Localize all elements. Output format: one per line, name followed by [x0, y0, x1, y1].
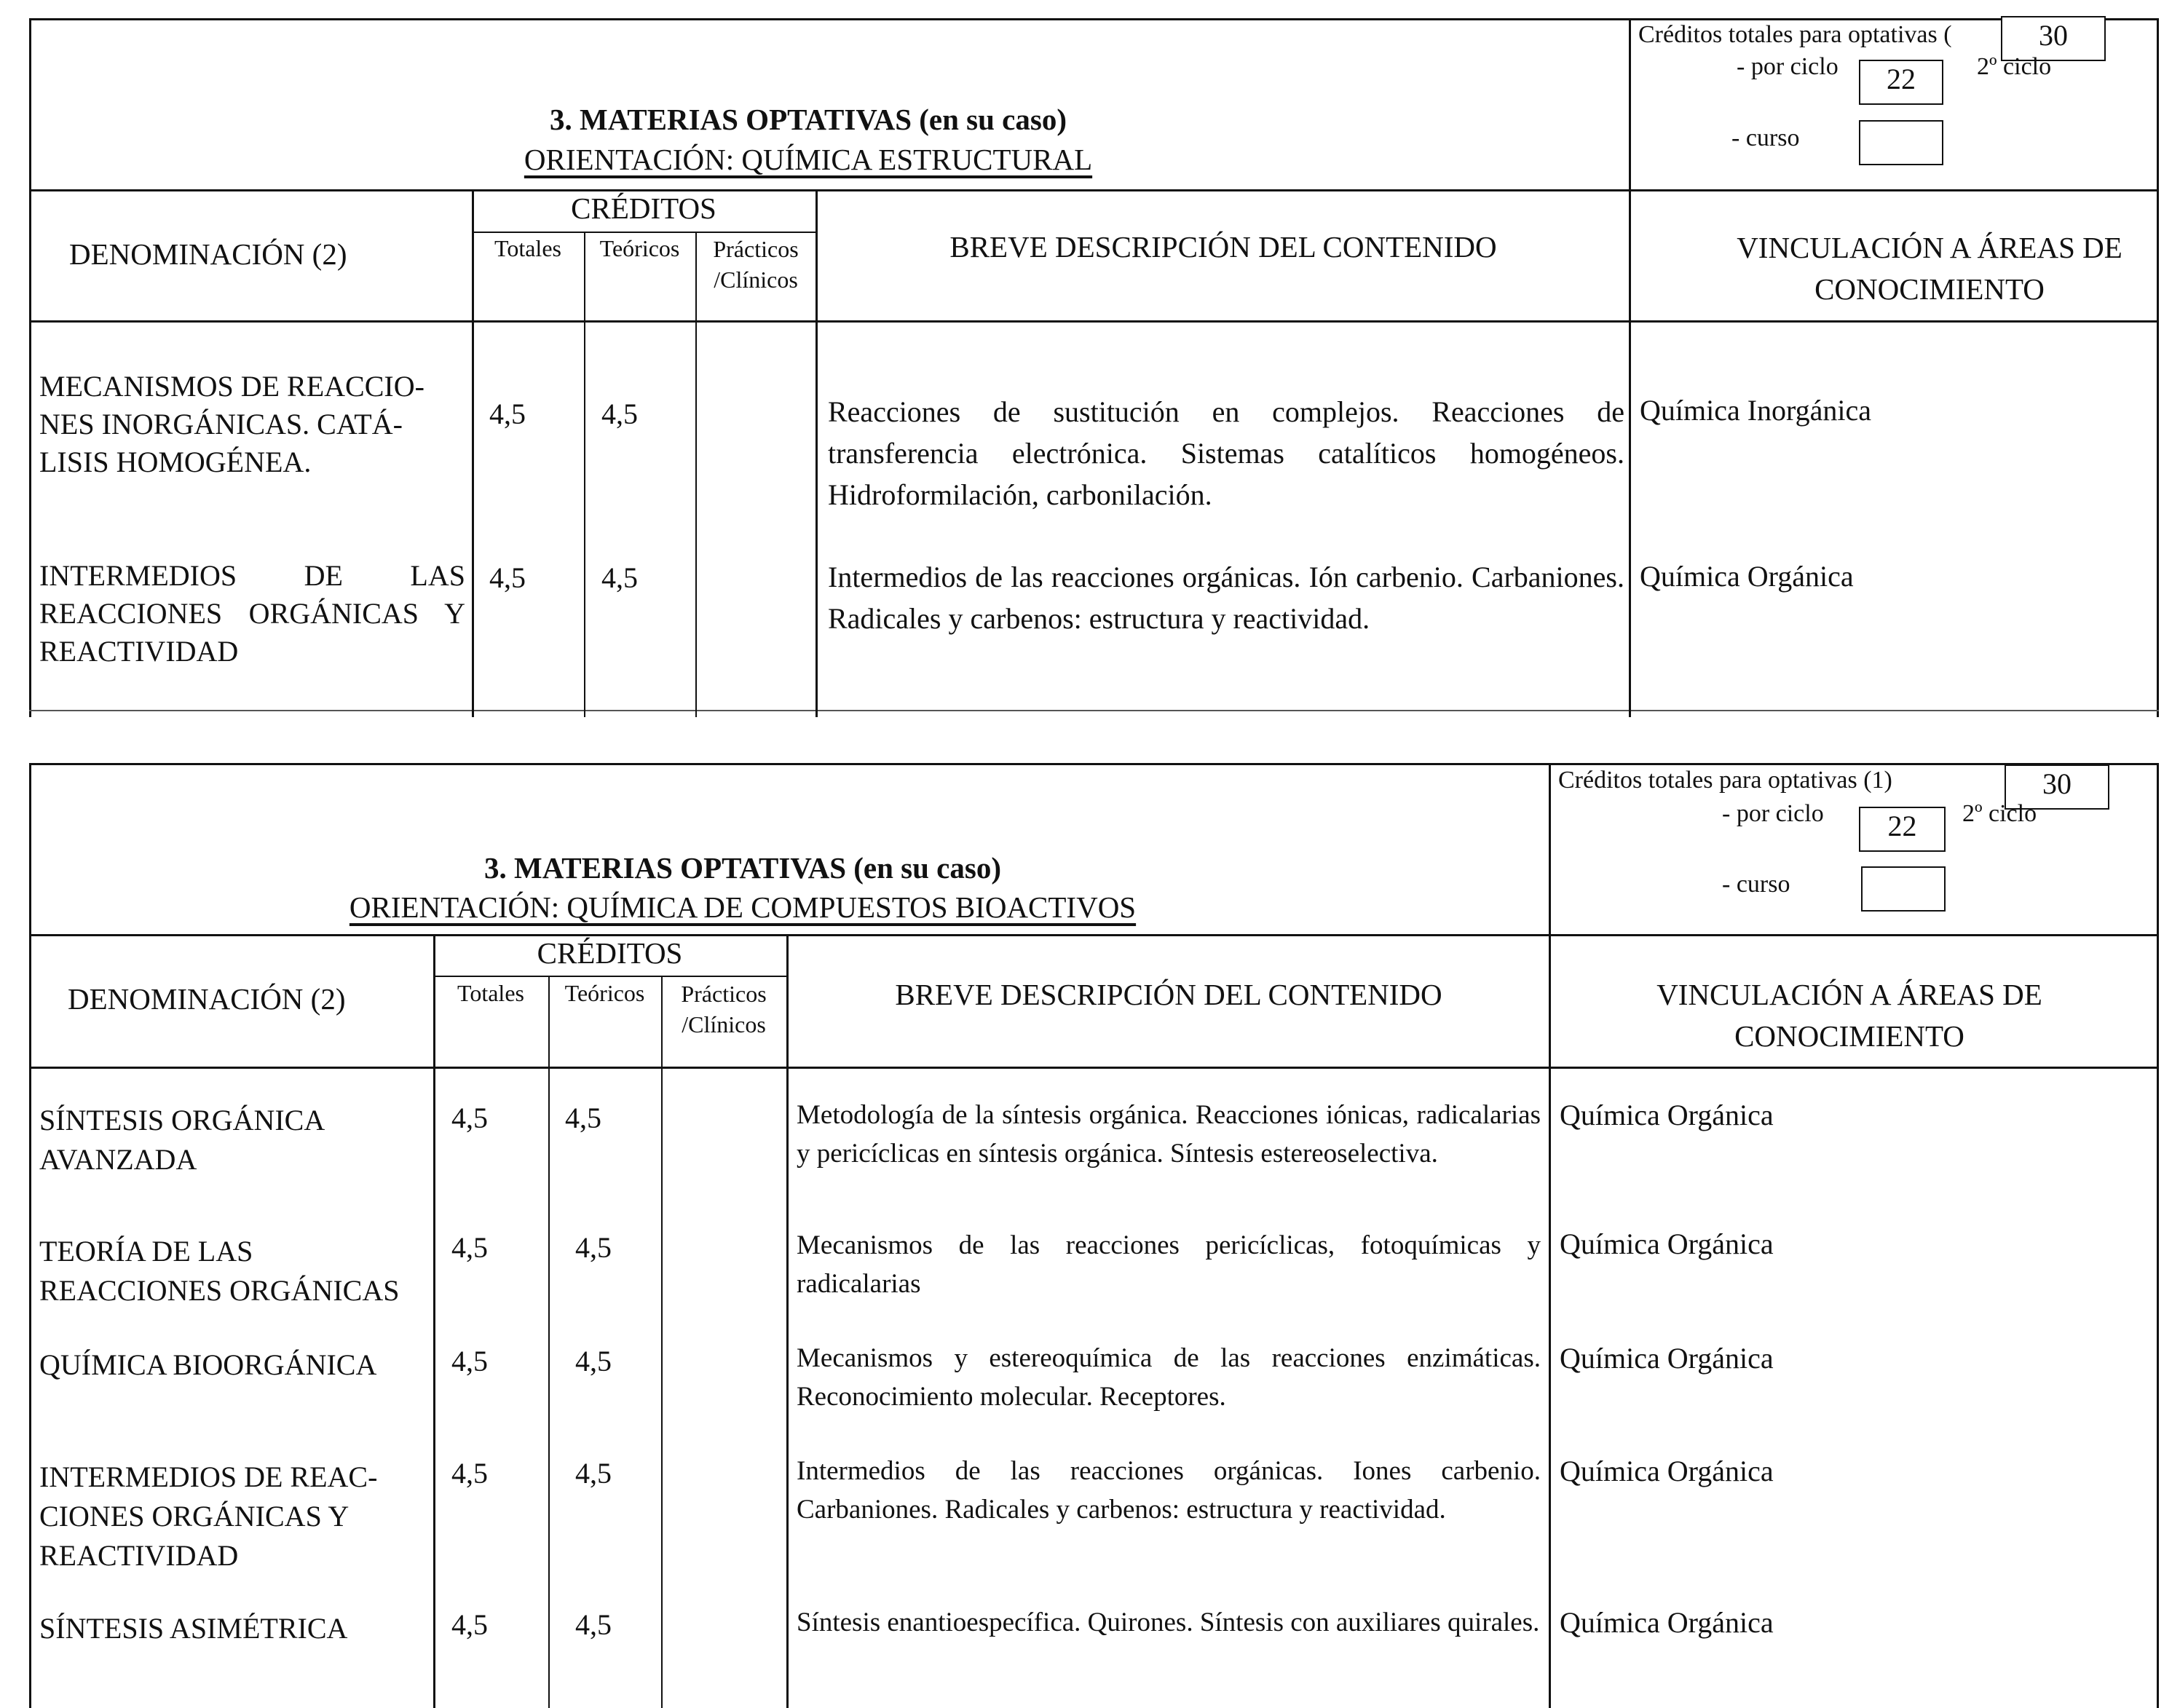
- col-divider: [433, 934, 435, 1708]
- creditos-totales-label: Créditos totales para optativas (1): [1558, 767, 1892, 794]
- row-teoricos: 4,5: [575, 1231, 612, 1264]
- creditos-rule: [472, 232, 815, 233]
- ciclo-suffix: 2º ciclo: [1977, 53, 2052, 80]
- curso-label: - curso: [1722, 871, 1790, 898]
- bottom-rule: [29, 710, 2159, 711]
- col-divider: [661, 976, 663, 1708]
- creditos-totales-box: 30: [2001, 16, 2106, 61]
- table-border-left: [29, 18, 31, 717]
- body-rule: [29, 320, 2159, 323]
- header-rule: [29, 934, 2159, 936]
- header-totales: Totales: [457, 980, 524, 1006]
- orientation-label: ORIENTACIÓN: QUÍMICA ESTRUCTURAL: [524, 143, 1093, 176]
- header-rule: [29, 189, 2159, 191]
- row-description: Mecanismos de las reacciones pericíclicas, fotoquímicas y radicalarias: [797, 1230, 1541, 1299]
- body-rule: [29, 1067, 2159, 1069]
- row-description: Síntesis enantioespecífica. Quirones. Síntesis con auxiliares quirales.: [797, 1608, 1540, 1637]
- row-teoricos: 4,5: [575, 1608, 612, 1641]
- header-practicos: Prácticos /Clínicos: [713, 236, 799, 293]
- header-descripcion: BREVE DESCRIPCIÓN DEL CONTENIDO: [949, 230, 1497, 264]
- row-teoricos: 4,5: [565, 1102, 601, 1134]
- header-descripcion: BREVE DESCRIPCIÓN DEL CONTENIDO: [895, 978, 1442, 1011]
- row-area: Química Orgánica: [1640, 560, 1854, 593]
- curso-box: [1859, 120, 1943, 165]
- header-vinculacion: VINCULACIÓN A ÁREAS DE CONOCIMIENTO: [1737, 231, 2122, 307]
- row-teoricos: 4,5: [601, 561, 638, 594]
- col-divider: [786, 934, 789, 1708]
- row-description: Intermedios de las reacciones orgánicas. Iones carbenio. Carbaniones. Radicales y carbenos: estructura y reactividad.: [797, 1456, 1541, 1525]
- header-creditos: CRÉDITOS: [537, 936, 683, 970]
- row-area: Química Orgánica: [1560, 1342, 1774, 1375]
- row-description: Metodología de la síntesis orgánica. Reacciones iónicas, radicalarias y pericíclicas en síntesis orgánica. Síntesis estereoselectiva.: [797, 1100, 1541, 1169]
- col-divider: [584, 232, 585, 717]
- row-area: Química Orgánica: [1560, 1099, 1774, 1131]
- row-name: SÍNTESIS ORGÁNICA AVANZADA: [39, 1104, 324, 1176]
- table-border-left: [29, 763, 31, 1708]
- curso-label: - curso: [1731, 124, 1800, 151]
- row-description: Mecanismos y estereoquímica de las reacciones enzimáticas. Reconocimiento molecular. Receptores.: [797, 1343, 1541, 1412]
- row-description: Reacciones de sustitución en complejos. Reacciones de transferencia electrónica. Sistemas catalíticos homogéneos. Hidroformilación, carbonilación.: [828, 395, 1624, 511]
- header-totales: Totales: [494, 235, 561, 261]
- section-compuestos-bioactivos: [0, 757, 2180, 1708]
- row-name: TEORÍA DE LAS REACCIONES ORGÁNICAS: [39, 1235, 400, 1307]
- creditos-totales-box: 30: [2005, 764, 2109, 810]
- row-description: Intermedios de las reacciones orgánicas. Ión carbenio. Carbaniones. Radicales y carbenos: estructura y reactividad.: [828, 561, 1624, 635]
- col-divider: [472, 189, 474, 717]
- section-quimica-estructural: [0, 0, 2180, 728]
- row-teoricos: 4,5: [601, 398, 638, 430]
- ciclo-suffix: 2º ciclo: [1962, 800, 2037, 827]
- header-vinculacion: VINCULACIÓN A ÁREAS DE CONOCIMIENTO: [1656, 978, 2042, 1053]
- row-totales: 4,5: [451, 1608, 488, 1641]
- por-ciclo-label: - por ciclo: [1722, 800, 1824, 827]
- por-ciclo-box: 22: [1859, 60, 1943, 105]
- row-name: QUÍMICA BIOORGÁNICA: [39, 1348, 377, 1381]
- row-teoricos: 4,5: [575, 1457, 612, 1490]
- por-ciclo-label: - por ciclo: [1737, 53, 1839, 80]
- row-totales: 4,5: [489, 398, 526, 430]
- col-divider: [548, 976, 550, 1708]
- col-divider-top: [1549, 763, 1551, 1708]
- row-area: Química Orgánica: [1560, 1455, 1774, 1487]
- row-teoricos: 4,5: [575, 1345, 612, 1377]
- header-creditos: CRÉDITOS: [571, 191, 716, 225]
- col-divider: [815, 189, 818, 717]
- header-denominacion: DENOMINACIÓN (2): [69, 237, 347, 271]
- row-name: SÍNTESIS ASIMÉTRICA: [39, 1612, 348, 1645]
- col-divider: [695, 232, 697, 717]
- header-denominacion: DENOMINACIÓN (2): [68, 982, 346, 1016]
- row-area: Química Orgánica: [1560, 1606, 1774, 1639]
- row-area: Química Orgánica: [1560, 1227, 1774, 1260]
- row-totales: 4,5: [451, 1102, 488, 1134]
- section-title: 3. MATERIAS OPTATIVAS (en su caso): [484, 851, 1001, 885]
- row-totales: 4,5: [489, 561, 526, 594]
- creditos-totales-label: Créditos totales para optativas (: [1638, 21, 1952, 48]
- header-teoricos: Teóricos: [564, 980, 645, 1006]
- row-totales: 4,5: [451, 1231, 488, 1264]
- section-title: 3. MATERIAS OPTATIVAS (en su caso): [550, 103, 1067, 136]
- curso-box: [1861, 866, 1946, 912]
- row-totales: 4,5: [451, 1457, 488, 1490]
- row-area: Química Inorgánica: [1640, 394, 1872, 427]
- creditos-rule: [433, 976, 786, 977]
- orientation-label: ORIENTACIÓN: QUÍMICA DE COMPUESTOS BIOACTIVOS: [349, 890, 1137, 924]
- row-totales: 4,5: [451, 1345, 488, 1377]
- table-border-top: [29, 763, 2159, 765]
- col-divider-top: [1629, 18, 1631, 717]
- table-border-right: [2157, 763, 2159, 1708]
- row-name: MECANISMOS DE REACCIO-NES INORGÁNICAS. CATÁ-LISIS HOMOGÉNEA.: [39, 370, 424, 478]
- row-name: INTERMEDIOS DE REAC-CIONES ORGÁNICAS Y REACTIVIDAD: [39, 1460, 378, 1572]
- header-teoricos: Teóricos: [599, 235, 680, 261]
- header-practicos: Prácticos /Clínicos: [681, 981, 767, 1037]
- por-ciclo-box: 22: [1859, 807, 1946, 852]
- table-border-right: [2157, 18, 2159, 717]
- row-name: INTERMEDIOS DE LAS REACCIONES ORGÁNICAS Y REACTIVIDAD: [39, 559, 465, 668]
